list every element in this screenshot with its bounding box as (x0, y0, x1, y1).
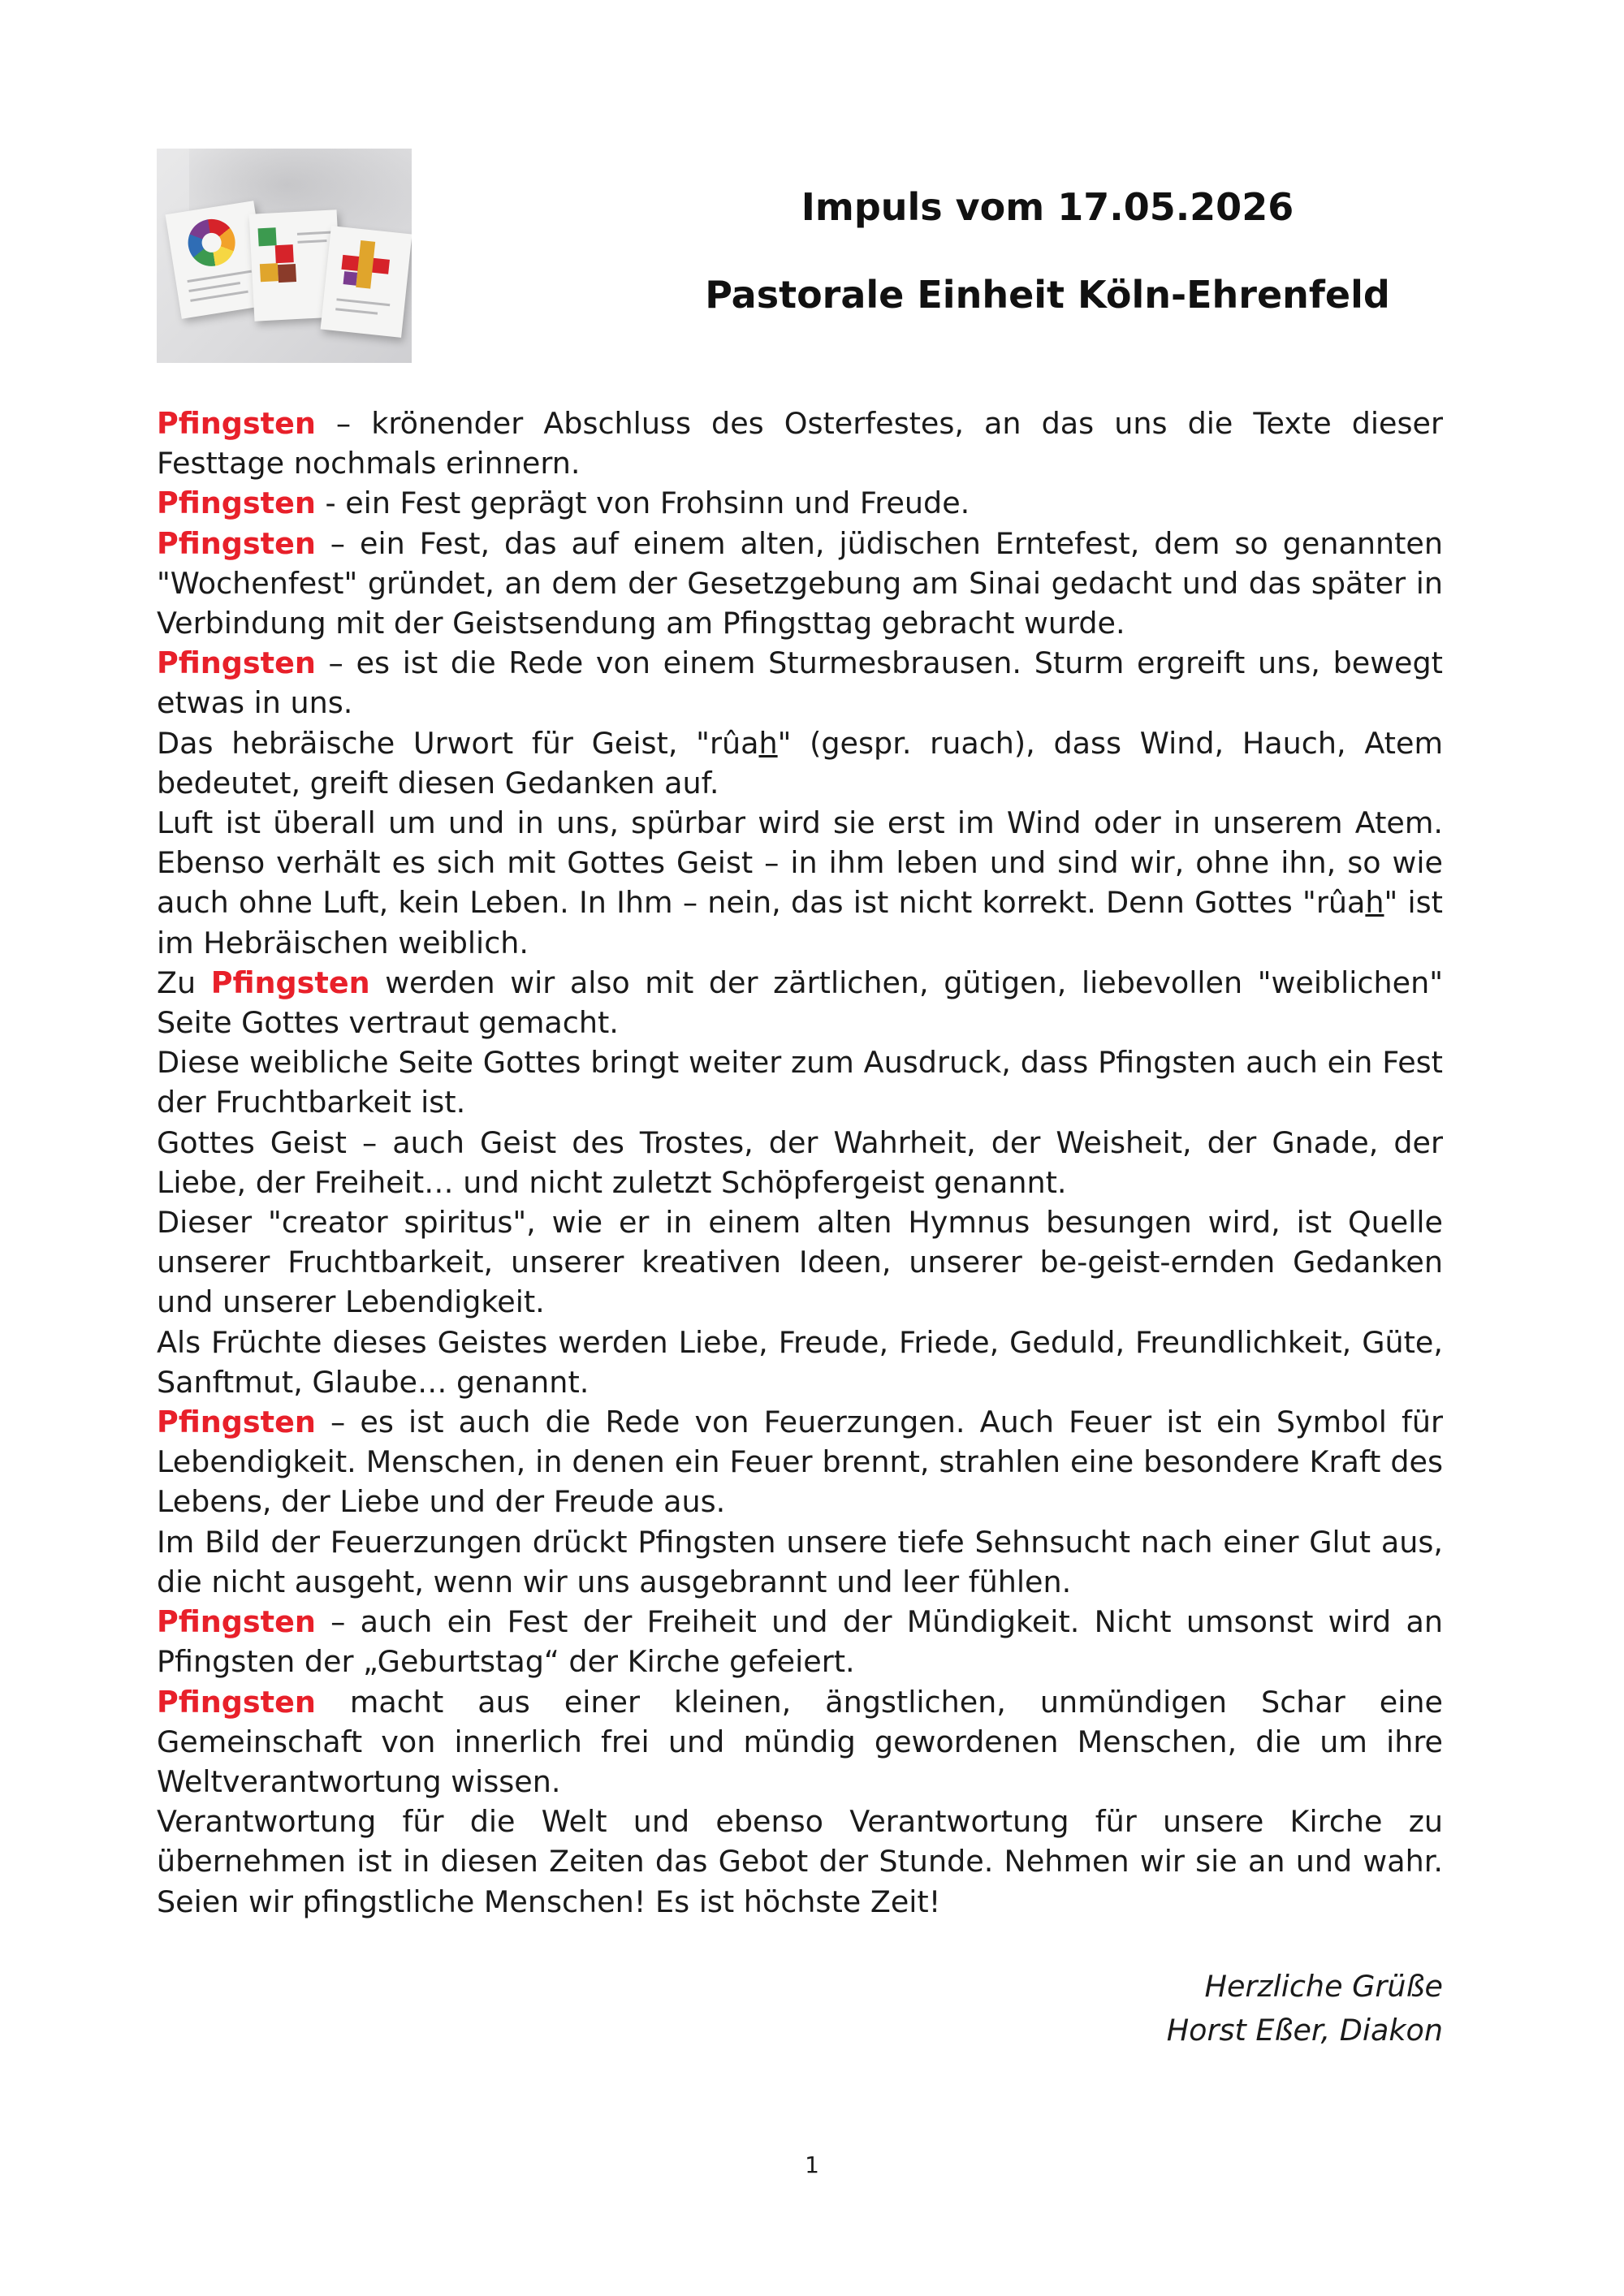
article-body (157, 404, 1443, 1922)
brown-square-icon (278, 264, 296, 283)
paragraph: Gottes Geist – auch Geist des Trostes, der Wahrheit, der Weisheit, der Gnade, der Liebe, der Freiheit… und nicht zuletzt Schöpfergeist genannt. (157, 1124, 1443, 1200)
yellow-square-icon (260, 263, 279, 282)
paragraph-text: macht aus einer kleinen, ängstlichen, unmündigen Schar eine Gemeinschaft von innerlich frei und mündig gewordenen Menschen, die um ihre Weltverantwortung wissen. (157, 1684, 1443, 1799)
paragraph-prefix: Zu (157, 965, 211, 1000)
cover-line (297, 231, 331, 235)
keyword: Pfingsten (157, 486, 316, 521)
signature-block (1167, 1965, 1443, 2052)
keyword: Pfingsten (157, 1684, 316, 1720)
paragraph-text: – krönender Abschluss des Osterfestes, an das uns die Texte dieser Festtage nochmals erinnern. (157, 406, 1443, 481)
paragraph: Diese weibliche Seite Gottes bringt weiter zum Ausdruck, dass Pfingsten auch ein Fest der Fruchtbarkeit ist. (157, 1045, 1443, 1120)
greeting: Herzliche Grüße (1204, 1969, 1443, 2004)
keyword: Pfingsten (157, 645, 316, 681)
header-photo (157, 149, 412, 363)
page-number: 1 (805, 2151, 819, 2178)
paragraph-text: – ein Fest, das auf einem alten, jüdischen Erntefest, dem so genannten "Wochenfest" gründet, an dem der Gesetzgebung am Sinai gedacht und das später in Verbindung mit der Geistsendung am Pfingsttag gebracht wurde. (157, 525, 1443, 641)
paragraph (157, 483, 1443, 523)
page-title: Impuls vom 17.05.2026 (801, 185, 1294, 229)
cover-line (297, 240, 326, 244)
underlined-letter: h (1365, 885, 1384, 921)
paragraph: Im Bild der Feuerzungen drückt Pfingsten unsere tiefe Sehnsucht nach einer Glut aus, die nicht ausgeht, wenn wir uns ausgebrannt und leer fühlen. (157, 1524, 1443, 1599)
paragraph-text: – es ist auch die Rede von Feuerzungen. Auch Feuer ist ein Symbol für Lebendigkeit. Menschen, in denen ein Feuer brennt, strahlen eine besondere Kraft des Lebens, der Liebe und der Freude aus. (157, 1405, 1443, 1520)
paragraph-text: werden wir also mit der zärtlichen, gütigen, liebevollen "weiblichen" Seite Gottes vertraut gemacht. (157, 965, 1443, 1041)
green-square-icon (258, 227, 277, 246)
keyword: Pfingsten (157, 1405, 316, 1440)
keyword: Pfingsten (157, 525, 316, 561)
paragraph (157, 643, 1443, 723)
paragraph-text: " (gespr. ruach), dass Wind, Hauch, Atem bedeutet, greift diesen Gedanken auf. (157, 725, 1443, 801)
paragraph-text: Luft ist überall um und in uns, spürbar wird sie erst im Wind oder in unserem Atem. Ebenso verhält es sich mit Gottes Geist – in ihm leben und sind wir, ohne ihn, so wie auch ohne Luft, kein Leben. In Ihm – nein, das ist nicht korrekt. Denn Gottes "rûa (157, 805, 1443, 921)
purple-square-icon (343, 271, 358, 286)
paragraph: Verantwortung für die Welt und ebenso Verantwortung für unsere Kirche zu übernehmen ist in diesen Zeiten das Gebot der Stunde. Nehmen wir sie an und wahr. Seien wir pfingstliche Menschen! Es ist höchste Zeit! (157, 1804, 1443, 1919)
paragraph-text: – es ist die Rede von einem Sturmesbrausen. Sturm ergreift uns, bewegt etwas in uns. (157, 645, 1443, 721)
paragraph-text: Das hebräische Urwort für Geist, "rûa (157, 725, 759, 761)
paragraph (157, 723, 1443, 803)
cover-line (188, 282, 240, 292)
paragraph-text: " ist im Hebräischen weiblich. (157, 885, 1443, 960)
booklet-cover-3 (321, 226, 412, 338)
keyword: Pfingsten (210, 965, 370, 1000)
paragraph: Dieser "creator spiritus", wie er in einem alten Hymnus besungen wird, ist Quelle unserer Fruchtbarkeit, unserer kreativen Ideen, unserer be-geist-ernden Gedanken und unserer Lebendigkeit. (157, 1205, 1443, 1320)
star-logo-icon (184, 216, 238, 270)
red-square-icon (275, 244, 294, 263)
page-subtitle: Pastorale Einheit Köln-Ehrenfeld (705, 273, 1390, 317)
paragraph (157, 803, 1443, 963)
paragraph (157, 1402, 1443, 1522)
underlined-letter: h (758, 725, 778, 761)
cover-line (190, 291, 248, 302)
cover-line (336, 298, 390, 306)
paragraph (157, 1602, 1443, 1681)
paragraph-text: - ein Fest geprägt von Frohsinn und Freude. (315, 486, 970, 521)
cover-line (187, 270, 251, 283)
cross-stem-icon (356, 240, 375, 289)
author-name: Horst Eßer, Diakon (1166, 2013, 1443, 2048)
paragraph (157, 1682, 1443, 1802)
cover-line (335, 308, 378, 314)
paragraph-text: – auch ein Fest der Freiheit und der Mündigkeit. Nicht umsonst wird an Pfingsten der „Geburtstag“ der Kirche gefeiert. (157, 1604, 1443, 1680)
paragraph (157, 963, 1443, 1042)
keyword: Pfingsten (157, 406, 316, 441)
keyword: Pfingsten (157, 1604, 316, 1640)
paragraph (157, 524, 1443, 644)
paragraph (157, 404, 1443, 483)
paragraph: Als Früchte dieses Geistes werden Liebe, Freude, Friede, Geduld, Freundlichkeit, Güte, Sanftmut, Glaube… genannt. (157, 1324, 1443, 1400)
